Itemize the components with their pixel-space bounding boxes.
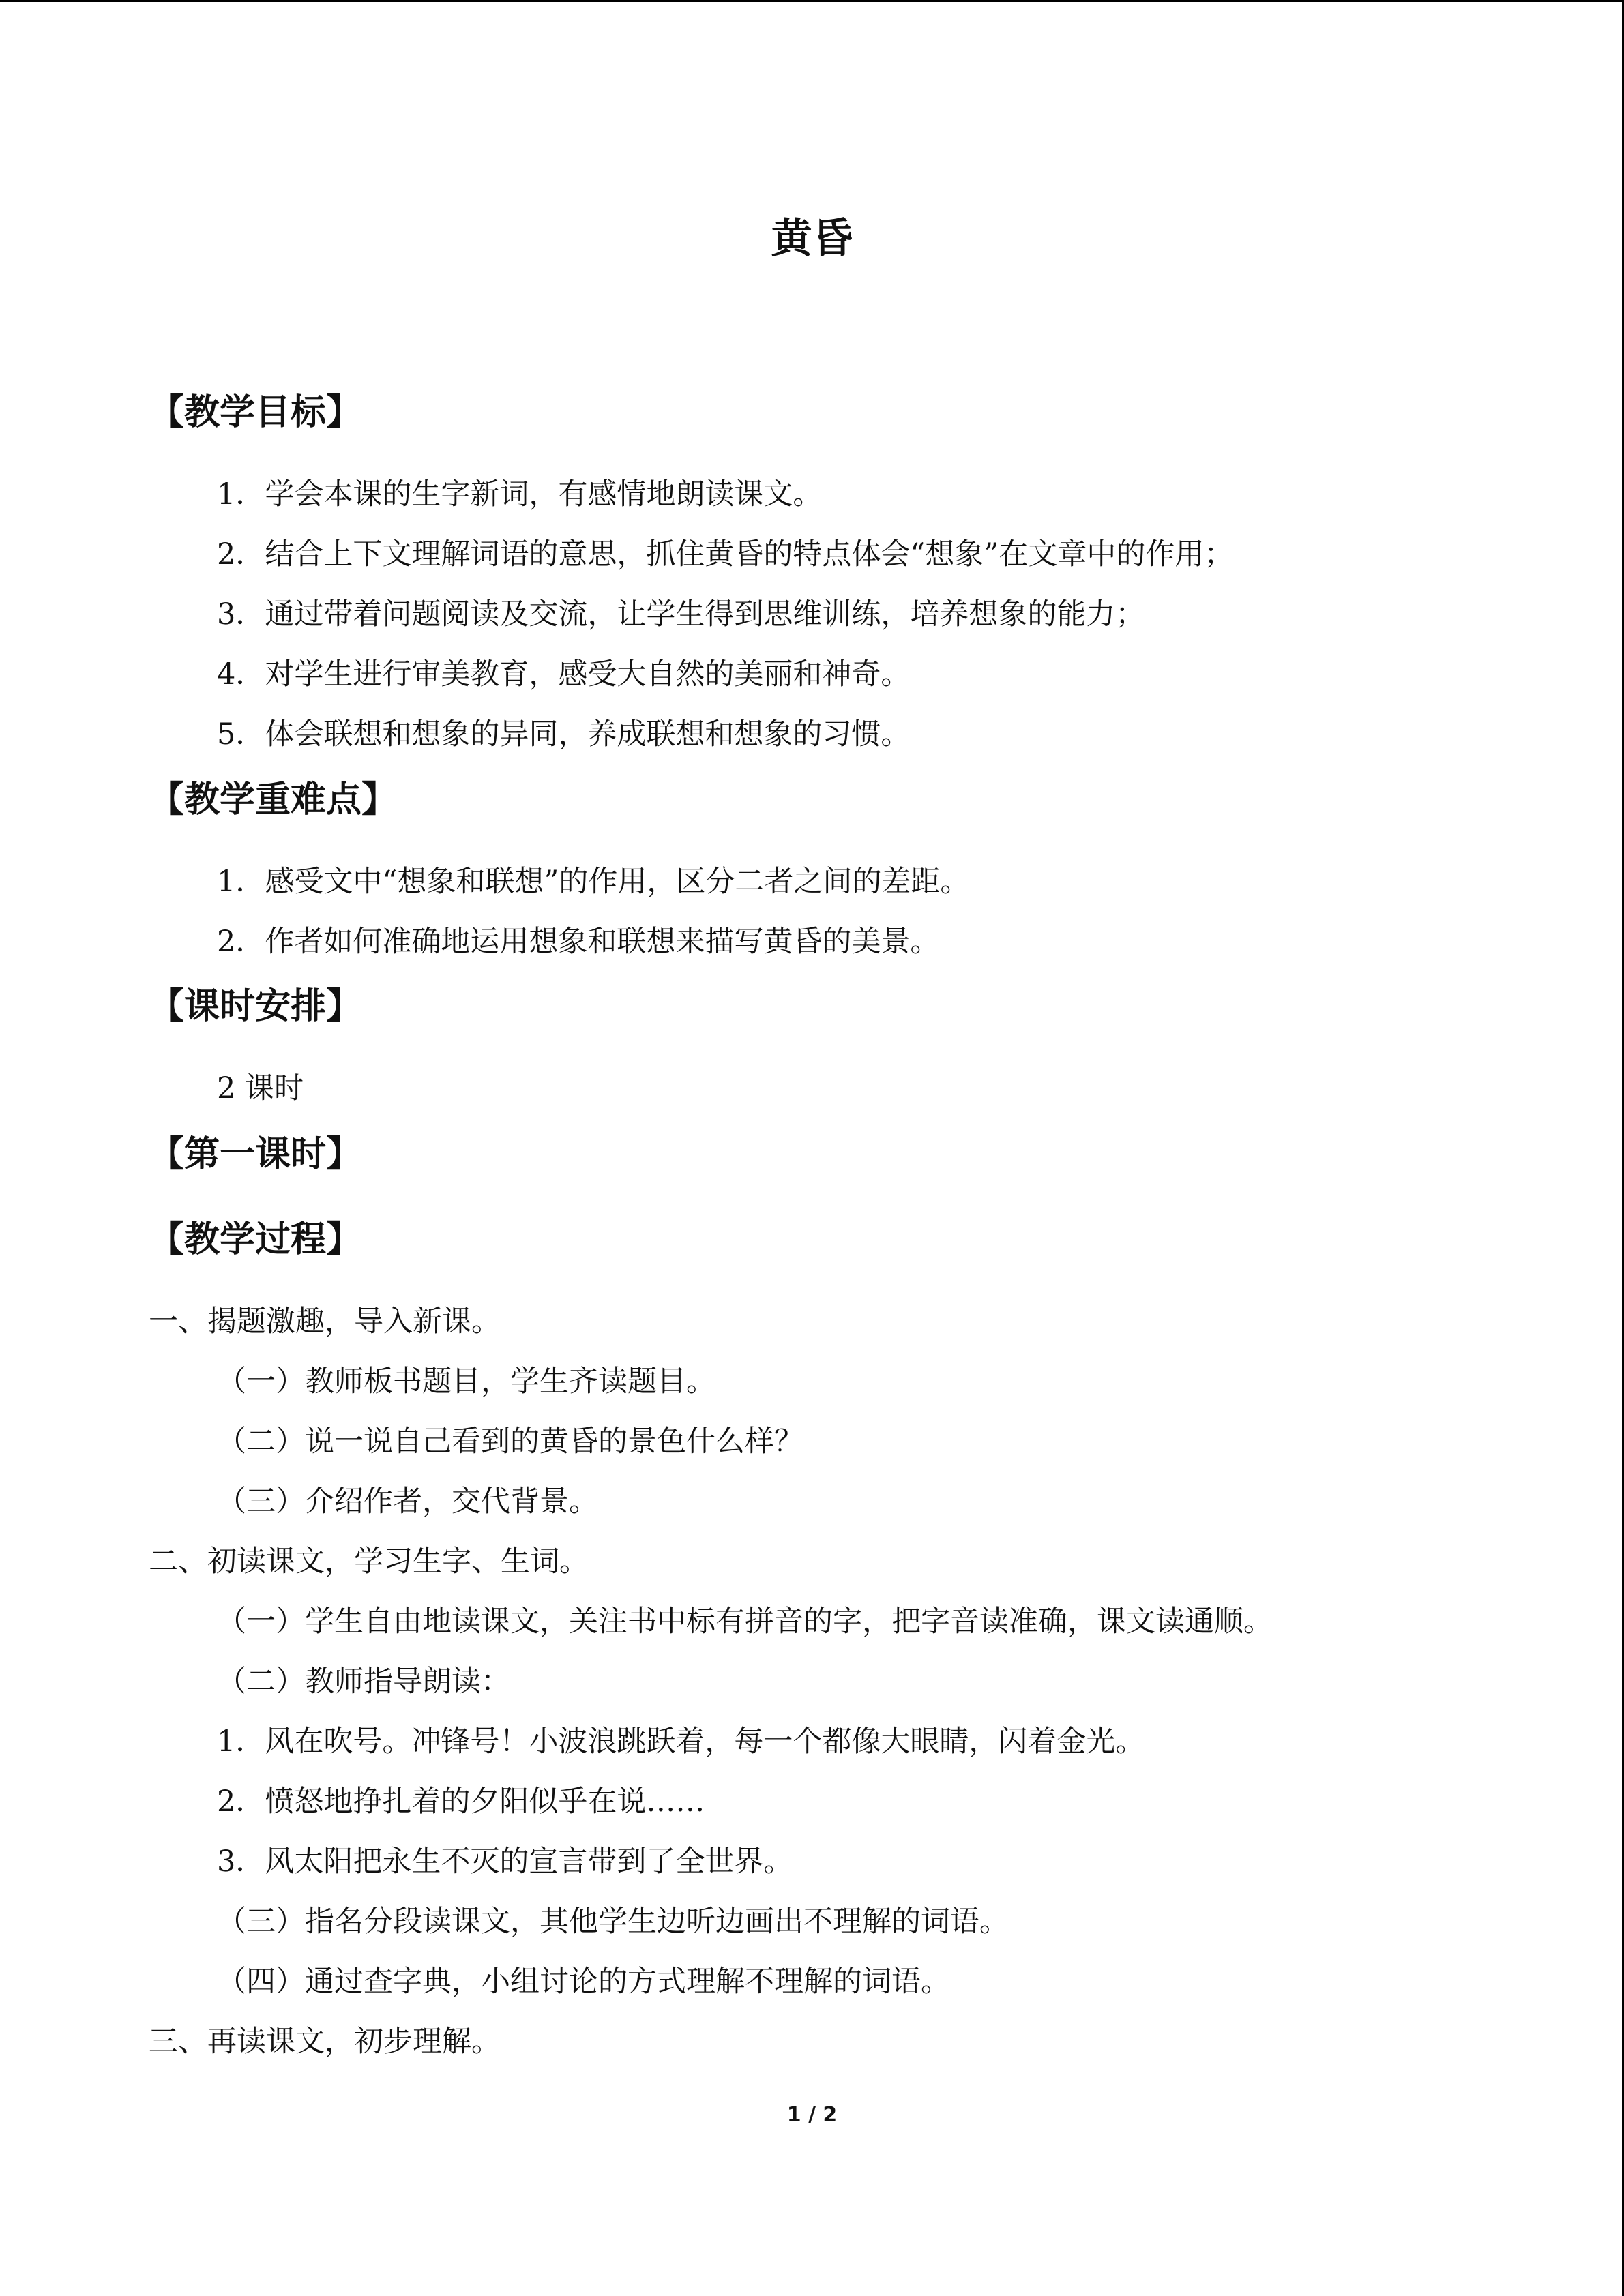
document-title: 黄昏 bbox=[771, 215, 853, 263]
heading-teaching-process: 【教学过程】 bbox=[149, 1219, 362, 1260]
schedule-text: 2 课时 bbox=[217, 1071, 304, 1105]
goal-item: 4．对学生进行审美教育，感受大自然的美丽和神奇。 bbox=[217, 657, 911, 691]
reading-sentence: 2．愤怒地挣扎着的夕阳似乎在说…… bbox=[217, 1785, 705, 1819]
page-top-border bbox=[0, 0, 1624, 2]
process-step: 三、再读课文，初步理解。 bbox=[149, 2025, 501, 2059]
process-substep: （一）学生自由地读课文，关注书中标有拼音的字，把字音读准确，课文读通顺。 bbox=[217, 1605, 1273, 1639]
process-substep: （二）说一说自己看到的黄昏的景色什么样？ bbox=[217, 1425, 803, 1459]
heading-key-points: 【教学重难点】 bbox=[149, 779, 398, 820]
heading-teaching-goals: 【教学目标】 bbox=[149, 392, 362, 433]
heading-first-lesson: 【第一课时】 bbox=[149, 1134, 362, 1175]
process-substep: （一）教师板书题目，学生齐读题目。 bbox=[217, 1365, 715, 1399]
key-point-item: 2．作者如何准确地运用想象和联想来描写黄昏的美景。 bbox=[217, 925, 940, 959]
process-substep: （三）介绍作者，交代背景。 bbox=[217, 1485, 598, 1519]
process-substep: （二）教师指导朗读： bbox=[217, 1665, 510, 1699]
heading-schedule: 【课时安排】 bbox=[149, 986, 362, 1027]
process-step: 一、揭题激趣，导入新课。 bbox=[149, 1304, 501, 1339]
key-point-item: 1．感受文中“想象和联想”的作用，区分二者之间的差距。 bbox=[217, 865, 970, 899]
reading-sentence: 3．风太阳把永生不灭的宣言带到了全世界。 bbox=[217, 1845, 793, 1879]
goal-item: 1．学会本课的生字新词，有感情地朗读课文。 bbox=[217, 477, 823, 511]
process-substep: （三）指名分段读课文，其他学生边听边画出不理解的词语。 bbox=[217, 1905, 1009, 1939]
page-number: 1 / 2 bbox=[786, 2103, 838, 2127]
reading-sentence: 1．风在吹号。冲锋号！小波浪跳跃着，每一个都像大眼睛，闪着金光。 bbox=[217, 1725, 1145, 1759]
process-step: 二、初读课文，学习生字、生词。 bbox=[149, 1545, 589, 1579]
goal-item: 5．体会联想和想象的异同，养成联想和想象的习惯。 bbox=[217, 717, 911, 751]
goal-item: 3．通过带着问题阅读及交流，让学生得到思维训练，培养想象的能力； bbox=[217, 597, 1145, 631]
goal-item: 2．结合上下文理解词语的意思，抓住黄昏的特点体会“想象”在文章中的作用； bbox=[217, 537, 1234, 571]
process-substep: （四）通过查字典，小组讨论的方式理解不理解的词语。 bbox=[217, 1965, 950, 1999]
